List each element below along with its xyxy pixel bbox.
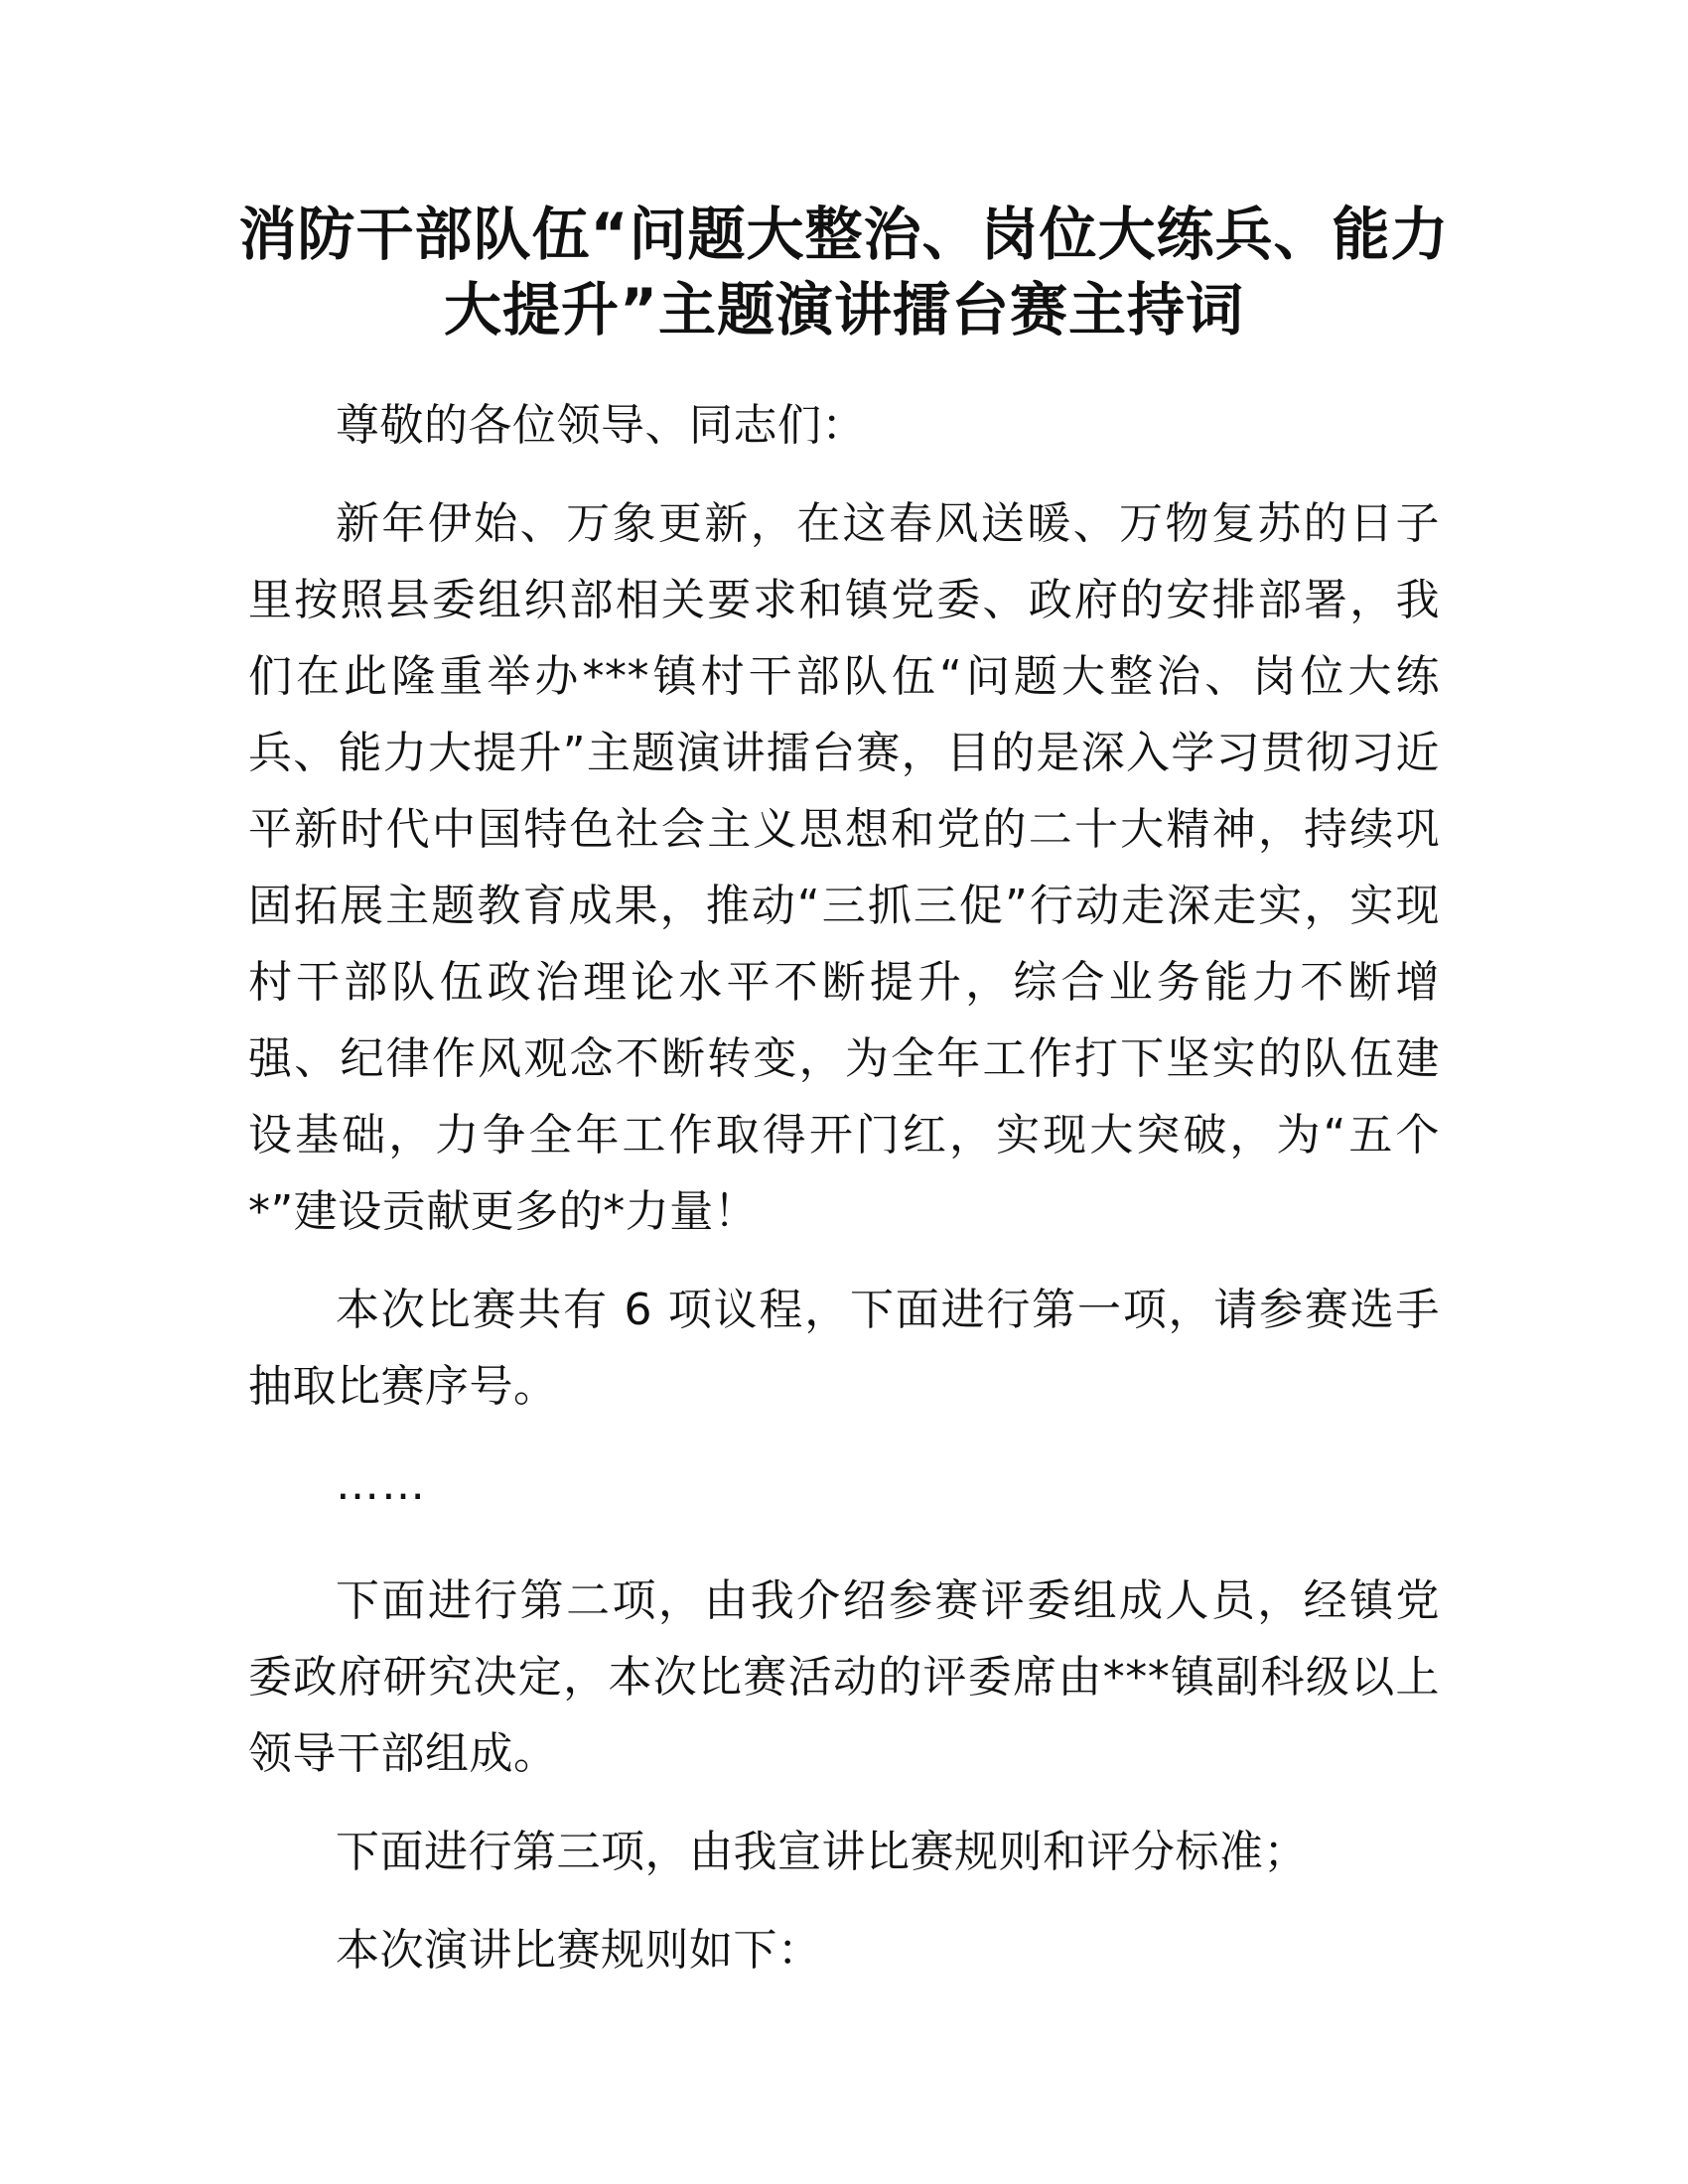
paragraph-agenda-item-1: 本次比赛共有 6 项议程，下面进行第一项，请参赛选手抽取比赛序号。 <box>248 1285 1440 1412</box>
ellipsis: …… <box>336 1459 427 1510</box>
paragraph-agenda-item-3: 下面进行第三项，由我宣讲比赛规则和评分标准； <box>336 1827 1308 1877</box>
document-body <box>248 387 1440 2010</box>
paragraph-rules-intro: 本次演讲比赛规则如下： <box>336 1925 822 1976</box>
document-title: 消防干部队伍“问题大整治、岗位大练兵、能力大提升”主题演讲擂台赛主持词 <box>238 201 1450 343</box>
paragraph-agenda-item-2: 下面进行第二项，由我介绍参赛评委组成人员，经镇党委政府研究决定，本次比赛活动的评委席由***镇副科级以上领导干部组成。 <box>248 1575 1440 1779</box>
salutation: 尊敬的各位领导、同志们： <box>336 400 866 451</box>
paragraph-opening: 新年伊始、万象更新，在这春风送暖、万物复苏的日子里按照县委组织部相关要求和镇党委、政府的安排部署，我们在此隆重举办***镇村干部队伍“问题大整治、岗位大练兵、能力大提升”主题演讲擂台赛，目的是深入学习贯彻习近平新时代中国特色社会主义思想和党的二十大精神，持续巩固拓展主题教育成果，推动“三抓三促”行动走深走实，实现村干部队伍政治理论水平不断提升，综合业务能力不断增强、纪律作风观念不断转变，为全年工作打下坚实的队伍建设基础，力争全年工作取得开门红，实现大突破，为“五个*”建设贡献更多的*力量！ <box>248 498 1440 1237</box>
